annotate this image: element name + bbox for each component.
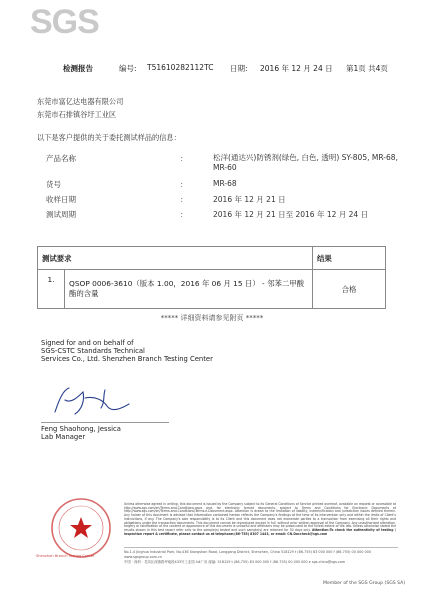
report-date: 2016 年 12 月 24 日	[260, 64, 333, 73]
test-results-table	[37, 246, 386, 309]
table-row	[38, 270, 386, 309]
report-number-label: 编号:	[119, 64, 137, 73]
sample-colon: ：	[180, 180, 188, 189]
sample-value: 2016 年 12 月 21 日至 2016 年 12 月 24 日	[213, 210, 369, 219]
sample-label: 货号	[46, 180, 61, 189]
logo-text: SGS	[30, 3, 99, 41]
address-chinese: 中国 · 深圳 · 龙岗区深惠路坪地段433号工业园 4#厂房 邮编: 518129 t (86-755) 83 000 000 f (86-755) 00 000 000 e sgs.china@sgs.com	[124, 560, 346, 564]
signer-name: Feng Shaohong, Jessica	[41, 425, 121, 433]
header-requirement: 测试要求	[38, 247, 313, 270]
report-label: 检测报告	[63, 64, 93, 73]
sample-colon: ：	[180, 154, 188, 163]
signer	[41, 425, 121, 441]
signature-line	[41, 422, 169, 423]
stamp-text: Shenzhen Branch Testing Center	[36, 554, 95, 558]
sgs-logo	[30, 4, 102, 40]
detail-note: ***** 详细资料请参见附页 *****	[160, 314, 264, 322]
sample-label: 收样日期	[46, 195, 76, 204]
sample-value: MR-68	[213, 179, 237, 188]
address-english: No.1-4 Jinghua Industrial Park, No.436 Xiangshan Road, Longgang District, Shenzhen, China 518129 t (86-755) 83 000 000 f (86-755) 00 000 000 www.sgsgroup.com.cn	[124, 550, 371, 559]
company-address	[124, 550, 398, 565]
signed-line: Services Co., Ltd. Shenzhen Branch Testing Center	[41, 355, 213, 363]
row-number: 1.	[38, 270, 65, 309]
header-result: 结果	[313, 247, 386, 270]
company-seal-icon	[50, 497, 112, 559]
sample-colon: ：	[180, 195, 188, 204]
attention-text: Attention:To check the authenticity of testing / inspection report & certificate, please contact us at telephone:(86-755) 8307 1443, or email: CN.Doccheck@sgs.com	[124, 527, 397, 536]
intro-text: 以下是客户提供的关于委托测试样品的信息：	[37, 133, 181, 142]
sample-label: 测试周期	[46, 210, 76, 219]
sample-value: 松洋(通达兴)防锈剂(绿色, 白色, 透明) SY-805, MR-68, MR-60	[213, 153, 398, 172]
signer-title: Lab Manager	[41, 433, 86, 441]
sample-value: 2016 年 12 月 21 日	[213, 195, 286, 204]
sample-label: 产品名称	[46, 154, 76, 163]
signed-line: Signed for and on behalf of	[41, 339, 134, 347]
handwritten-signature	[45, 382, 155, 420]
client-name: 东莞市富亿达电器有限公司	[37, 97, 124, 106]
signed-line: SGS-CSTC Standards Technical	[41, 347, 145, 355]
table-header-row	[38, 247, 386, 270]
sample-colon: ：	[180, 210, 188, 219]
date-label: 日期:	[230, 64, 248, 73]
member-note: Member of the SGS Group (SGS SA)	[323, 581, 406, 586]
page-number: 第1页 共4页	[346, 64, 388, 73]
row-result: 合格	[313, 270, 386, 309]
disclaimer-text: Unless otherwise agreed in writing, this document is issued by the Company subject to its General Conditions of Service printed overleaf, available on request or accessible at http://www.sgs.com/en/Terms-and-Conditions.aspx and, for electronic format documents, subject to Terms and Conditions for Electronic Documents at http://www.sgs.com/en/Terms-and-Conditions/Terms-e-Document.aspx. Attention is drawn to the limitation of liability, indemnification and jurisdiction issues defined therein. Any holder of this document is advised that information contained hereon reflects the Company's findings at the time of its intervention only and within the limits of Client's instructions, if any. The Company's sole responsibility is to its Client and this document does not exonerate parties to a transaction from exercising all their rights and obligations under the transaction documents. This document cannot be reproduced except in full, without prior written approval of the Company. Any unauthorized alteration, forgery or falsification of the content or appearance of this document is unlawful and offenders may be prosecuted to the fullest extent of the law. Unless otherwise stated the results shown in this test report refer only to the sample(s) tested and such sample(s) are retained for 30 days only. Attention:To check the authenticity of testing / inspection report & certificate, please contact us at telephone:(86-755) 8307 1443, or email: CN.Doccheck@sgs.com	[124, 502, 397, 536]
row-requirement: QSOP 0006-3610（版本 1.00，2016 年 06 月 15 日） - 邻苯二甲酸酯的含量	[65, 270, 313, 309]
client-address: 东莞市石排镇谷圩工业区	[37, 110, 117, 119]
footer-divider	[124, 547, 398, 548]
report-number: T51610282112TC	[147, 63, 214, 72]
signed-on-behalf	[41, 339, 213, 363]
